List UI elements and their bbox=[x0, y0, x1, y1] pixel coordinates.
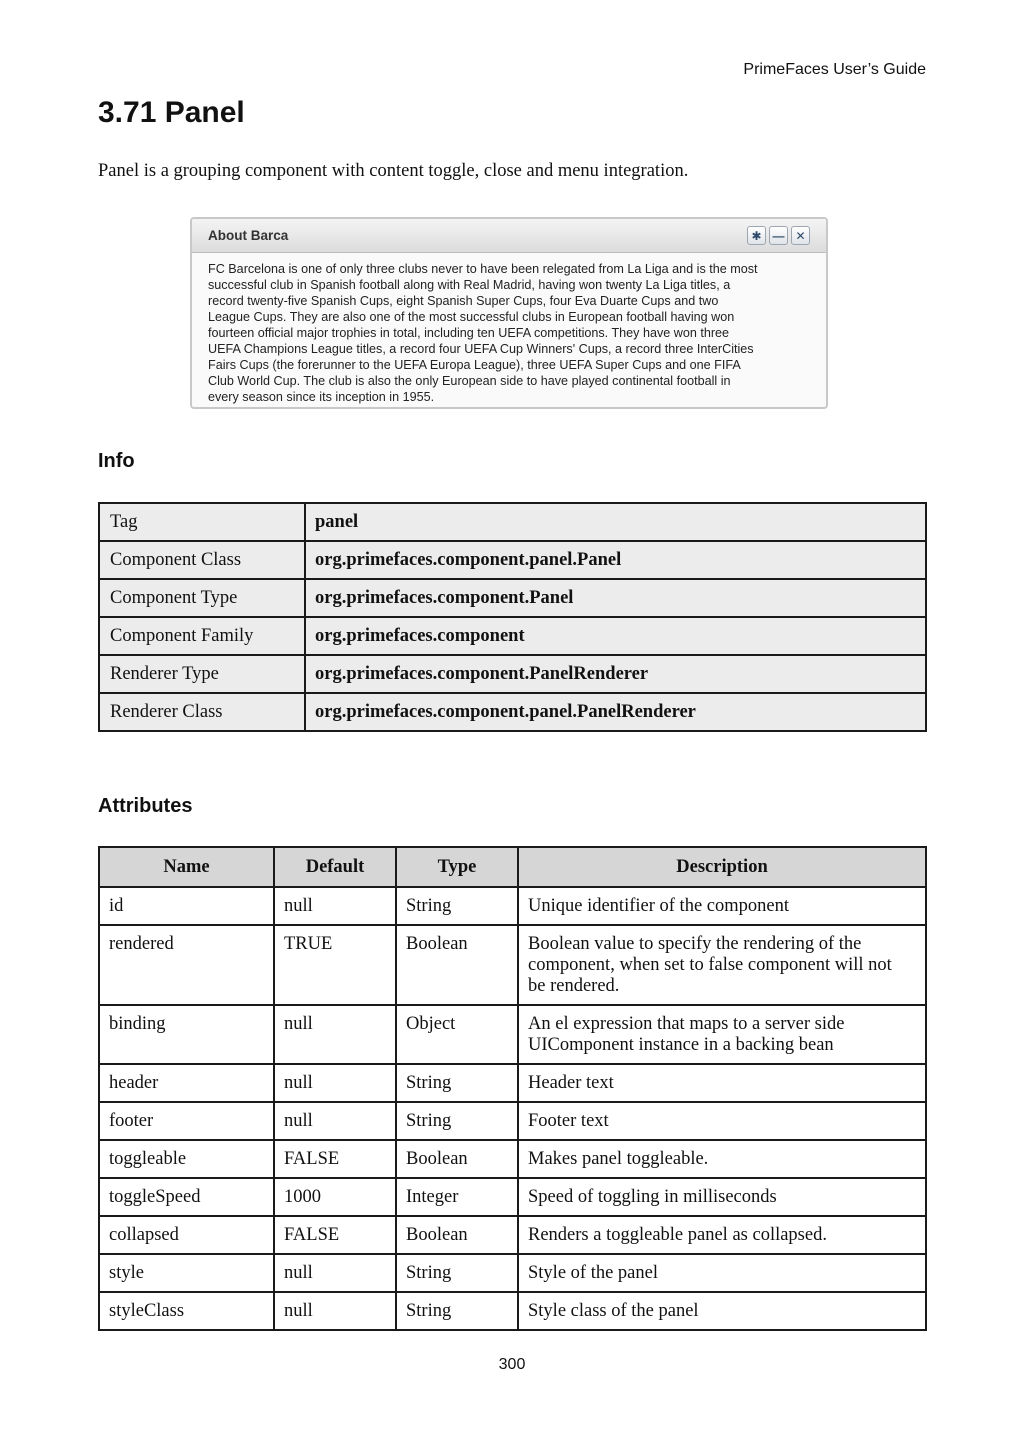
attribute-name: style bbox=[99, 1254, 274, 1292]
description-line: be rendered. bbox=[528, 976, 620, 996]
panel-body-line: every season since its inception in 1955. bbox=[208, 390, 435, 404]
attribute-type: Object bbox=[396, 1005, 518, 1064]
info-label: Renderer Class bbox=[99, 693, 305, 731]
table-row bbox=[99, 1178, 926, 1216]
attribute-type: Boolean bbox=[396, 1140, 518, 1178]
panel-body-line: FC Barcelona is one of only three clubs never to have been relegated from La Liga and is the most bbox=[208, 262, 758, 276]
panel-body-line: League Cups. They are also one of the most successful clubs in European football having won bbox=[208, 310, 735, 324]
info-label: Component Class bbox=[99, 541, 305, 579]
info-table bbox=[98, 502, 927, 732]
panel-title: About Barca bbox=[208, 228, 289, 243]
attribute-description bbox=[518, 1178, 926, 1216]
panel-controls bbox=[747, 226, 810, 245]
attributes-table-body bbox=[99, 887, 926, 1330]
table-row bbox=[99, 1254, 926, 1292]
attribute-description bbox=[518, 887, 926, 925]
attribute-name: collapsed bbox=[99, 1216, 274, 1254]
description-line: Footer text bbox=[528, 1111, 609, 1131]
info-heading: Info bbox=[98, 450, 135, 472]
close-icon[interactable]: ✕ bbox=[791, 226, 810, 245]
table-row bbox=[99, 1292, 926, 1330]
attribute-type: String bbox=[396, 1064, 518, 1102]
panel-body-line: fourteen official major trophies in total, including ten UEFA competitions. They have won three bbox=[208, 326, 730, 340]
attribute-description bbox=[518, 1216, 926, 1254]
panel-header bbox=[192, 219, 826, 253]
table-header-row bbox=[99, 847, 926, 887]
panel-screenshot bbox=[190, 217, 828, 409]
attribute-default: null bbox=[274, 1102, 396, 1140]
attribute-description bbox=[518, 1102, 926, 1140]
table-row bbox=[99, 887, 926, 925]
attribute-default: null bbox=[274, 1064, 396, 1102]
attribute-type: Boolean bbox=[396, 1216, 518, 1254]
column-header: Name bbox=[99, 847, 274, 887]
attribute-default: null bbox=[274, 887, 396, 925]
attribute-default: null bbox=[274, 1292, 396, 1330]
info-label: Renderer Type bbox=[99, 655, 305, 693]
attributes-heading: Attributes bbox=[98, 795, 193, 817]
table-row bbox=[99, 693, 926, 731]
attribute-name: header bbox=[99, 1064, 274, 1102]
panel-body-line: UEFA Champions League titles, a record four UEFA Cup Winners' Cups, a record three InterCities bbox=[208, 342, 754, 356]
intro-paragraph: Panel is a grouping component with content toggle, close and menu integration. bbox=[98, 161, 689, 181]
table-row bbox=[99, 541, 926, 579]
attribute-description bbox=[518, 1005, 926, 1064]
attribute-default: null bbox=[274, 1254, 396, 1292]
description-line: Header text bbox=[528, 1073, 614, 1093]
table-row bbox=[99, 1216, 926, 1254]
table-row bbox=[99, 925, 926, 1005]
description-line: An el expression that maps to a server side bbox=[528, 1014, 845, 1034]
panel-body-line: successful club in Spanish football along with Real Madrid, having won twenty La Liga titles, a bbox=[208, 278, 731, 292]
column-header: Description bbox=[518, 847, 926, 887]
info-value: org.primefaces.component bbox=[305, 617, 926, 655]
description-line: UIComponent instance in a backing bean bbox=[528, 1035, 834, 1055]
attribute-default: TRUE bbox=[274, 925, 396, 1005]
description-line: Style of the panel bbox=[528, 1263, 658, 1283]
gear-icon[interactable]: ✱ bbox=[747, 226, 766, 245]
attribute-type: String bbox=[396, 1254, 518, 1292]
info-value: org.primefaces.component.panel.PanelRenderer bbox=[305, 693, 926, 731]
info-label: Tag bbox=[99, 503, 305, 541]
attribute-description bbox=[518, 1292, 926, 1330]
description-line: Boolean value to specify the rendering of the bbox=[528, 934, 862, 954]
description-line: component, when set to false component will not bbox=[528, 955, 892, 975]
info-value: org.primefaces.component.Panel bbox=[305, 579, 926, 617]
attribute-name: toggleable bbox=[99, 1140, 274, 1178]
table-row bbox=[99, 1064, 926, 1102]
attribute-name: toggleSpeed bbox=[99, 1178, 274, 1216]
attribute-description bbox=[518, 1140, 926, 1178]
attribute-description bbox=[518, 925, 926, 1005]
table-row bbox=[99, 1140, 926, 1178]
attribute-type: Integer bbox=[396, 1178, 518, 1216]
attributes-table bbox=[98, 846, 927, 1331]
attribute-description bbox=[518, 1254, 926, 1292]
panel-body-line: Fairs Cups (the forerunner to the UEFA Europa League), three UEFA Super Cups and one FIFA bbox=[208, 358, 741, 372]
column-header: Type bbox=[396, 847, 518, 887]
attribute-name: binding bbox=[99, 1005, 274, 1064]
description-line: Style class of the panel bbox=[528, 1301, 699, 1321]
description-line: Renders a toggleable panel as collapsed. bbox=[528, 1225, 827, 1245]
attribute-default: 1000 bbox=[274, 1178, 396, 1216]
attribute-type: String bbox=[396, 887, 518, 925]
description-line: Unique identifier of the component bbox=[528, 896, 789, 916]
info-value: org.primefaces.component.PanelRenderer bbox=[305, 655, 926, 693]
page-number: 300 bbox=[498, 1356, 526, 1373]
attribute-description bbox=[518, 1064, 926, 1102]
attribute-name: rendered bbox=[99, 925, 274, 1005]
panel-body-line: record twenty-five Spanish Cups, eight Spanish Super Cups, four Eva Duarte Cups and two bbox=[208, 294, 719, 308]
info-value: panel bbox=[305, 503, 926, 541]
table-row bbox=[99, 1102, 926, 1140]
description-line: Makes panel toggleable. bbox=[528, 1149, 709, 1169]
info-label: Component Type bbox=[99, 579, 305, 617]
description-line: Speed of toggling in milliseconds bbox=[528, 1187, 777, 1207]
table-row bbox=[99, 655, 926, 693]
attribute-name: id bbox=[99, 887, 274, 925]
attribute-default: FALSE bbox=[274, 1216, 396, 1254]
info-label: Component Family bbox=[99, 617, 305, 655]
attribute-type: String bbox=[396, 1102, 518, 1140]
section-title: 3.71 Panel bbox=[98, 96, 245, 129]
minus-icon[interactable]: — bbox=[769, 226, 788, 245]
attribute-type: String bbox=[396, 1292, 518, 1330]
attribute-name: styleClass bbox=[99, 1292, 274, 1330]
panel-body-line: Club World Cup. The club is also the only European side to have played continental football in bbox=[208, 374, 731, 388]
running-header: PrimeFaces User’s Guide bbox=[743, 61, 926, 78]
table-row bbox=[99, 503, 926, 541]
panel-body bbox=[192, 253, 826, 405]
info-value: org.primefaces.component.panel.Panel bbox=[305, 541, 926, 579]
attribute-default: null bbox=[274, 1005, 396, 1064]
attribute-default: FALSE bbox=[274, 1140, 396, 1178]
column-header: Default bbox=[274, 847, 396, 887]
table-row bbox=[99, 579, 926, 617]
table-row bbox=[99, 617, 926, 655]
attribute-name: footer bbox=[99, 1102, 274, 1140]
attribute-type: Boolean bbox=[396, 925, 518, 1005]
table-row bbox=[99, 1005, 926, 1064]
